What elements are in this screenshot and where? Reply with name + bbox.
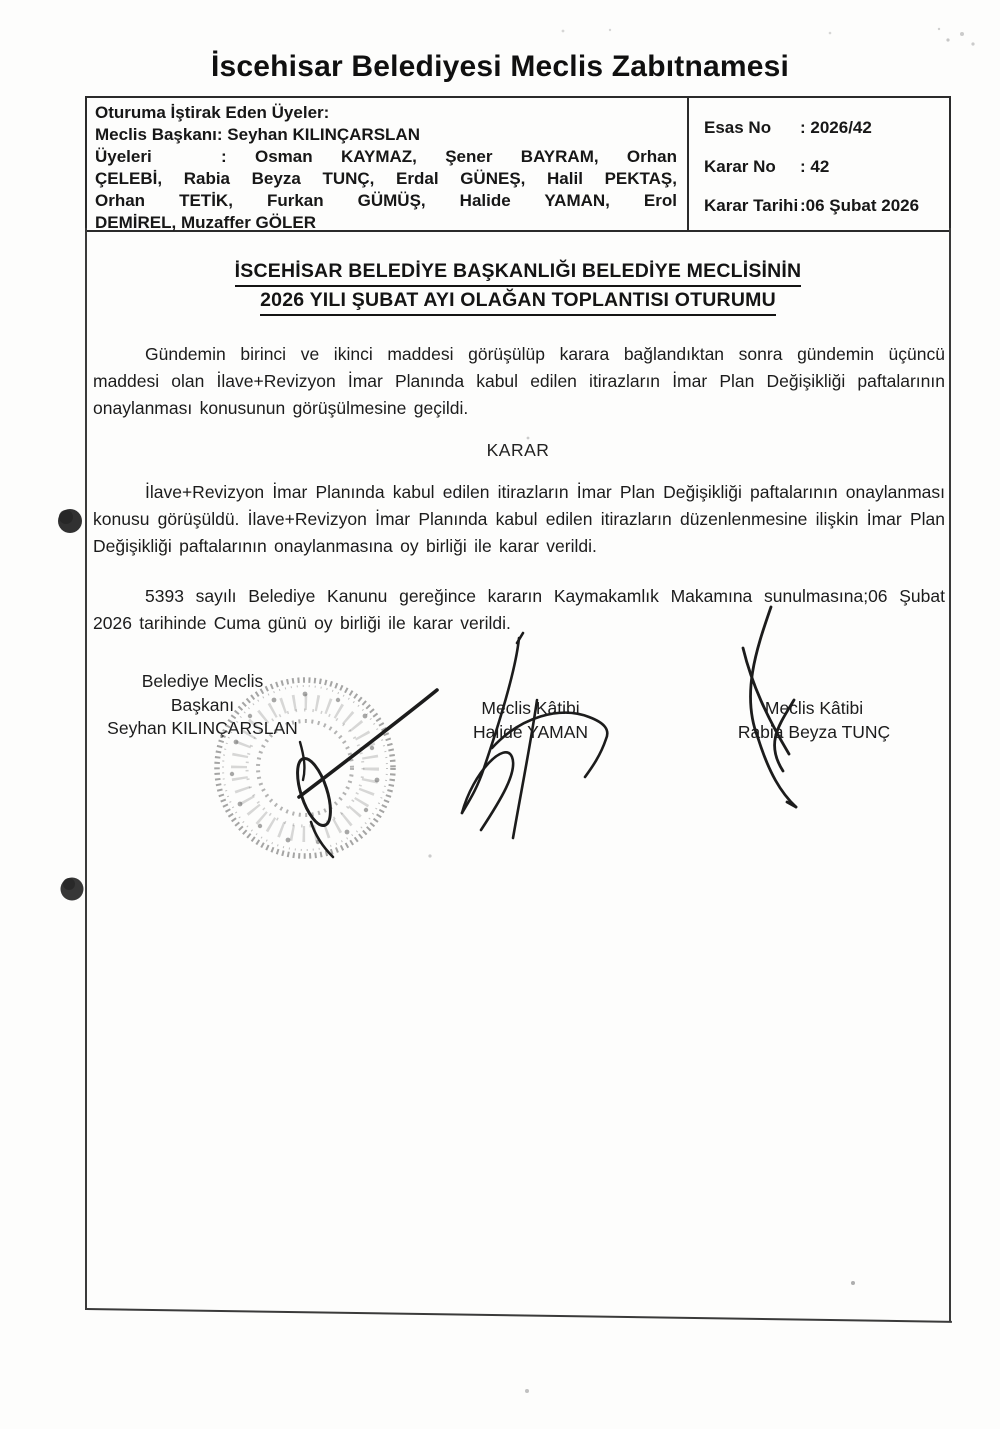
signature-block-clerk-1: [428, 697, 633, 744]
chairman-role-line-2: Başkanı: [170, 694, 235, 715]
clerk-2-role: Meclis Kâtibi: [764, 698, 864, 718]
clerk-2-name: Rabia Beyza TUNÇ: [737, 721, 891, 742]
signature-chairman: [291, 690, 437, 857]
session-heading-line-2: 2026 YILI ŞUBAT AYI OLAĞAN TOPLANTISI OTURUMU: [260, 287, 776, 316]
content-box-bottom-border: [86, 1308, 952, 1323]
karar-tarihi-row: [704, 197, 943, 215]
esas-no-label: Esas No: [704, 118, 772, 137]
members-names-2: ÇELEBİ, Rabia Beyza TUNÇ, Erdal GÜNEŞ, Halil PEKTAŞ,: [95, 169, 677, 188]
members-names-1: : Osman KAYMAZ, Şener BAYRAM, Orhan: [221, 147, 677, 166]
session-heading-line-1: İSCEHİSAR BELEDİYE BAŞKANLIĞI BELEDİYE MECLİSİNİN: [235, 258, 802, 287]
signature-block-clerk-2: [708, 697, 920, 744]
chairman-name: Seyhan KILINÇARSLAN: [107, 718, 298, 738]
esas-no-row: [704, 119, 943, 137]
session-heading: [85, 258, 951, 316]
karar-no-label: Karar No: [704, 157, 776, 176]
esas-no-value: : 2026/42: [800, 118, 872, 137]
council-chairman-line: Meclis Başkanı: Seyhan KILINÇARSLAN: [95, 125, 420, 144]
karar-no-row: [704, 158, 943, 176]
content-box-left-border: [85, 228, 87, 1310]
signature-block-chairman: [95, 670, 310, 741]
decision-paragraph: İlave+Revizyon İmar Planında kabul edilen itirazların İmar Plan Değişikliği paftalarının onaylanması konusu görüşüldü. İlave+Revizyon İmar Planında kabul edilen itirazların düzenlenmesine ilişkin İmar Plan Değişikliği paftalarının onaylanmasına oy birliği ile karar verildi.: [93, 482, 945, 556]
content-box-right-border: [949, 228, 951, 1322]
karar-no-value: : 42: [800, 157, 830, 176]
clerk-1-name: Halide YAMAN: [472, 721, 589, 742]
header-table: [85, 96, 951, 232]
karar-heading: KARAR: [486, 440, 550, 460]
chairman-role-line-1: Belediye Meclis: [141, 671, 264, 691]
members-line-1: [95, 146, 677, 168]
clerk-1-role: Meclis Kâtibi: [481, 698, 580, 718]
agenda-paragraph: Gündemin birinci ve ikinci maddesi görüşülüp karara bağlandıktan sonra gündemin üçüncü maddesi olan İlave+Revizyon İmar Planında kabul edilen itirazların İmar Plan Değişikliği paftalarının onaylanması konusunun görüşülmesine geçildi.: [93, 344, 945, 418]
document-title: İscehisar Belediyesi Meclis Zabıtnamesi: [210, 50, 790, 83]
members-label: Üyeleri: [95, 147, 152, 166]
case-info-cell: [687, 98, 949, 230]
members-names-3: Orhan TETİK, Furkan GÜMÜŞ, Halide YAMAN, Erol: [95, 191, 677, 210]
legal-basis-paragraph: 5393 sayılı Belediye Kanunu gereğince kararın Kaymakamlık Makamına sunulmasına;06 Şubat 2026 tarihinde Cuma günü oy birliği ile karar verildi.: [93, 586, 945, 633]
karar-tarihi-label: Karar Tarihi: [704, 196, 799, 215]
attendees-heading: Oturuma İştirak Eden Üyeler:: [95, 103, 330, 122]
members-names-4: DEMİREL, Muzaffer GÖLER: [95, 213, 317, 232]
punch-hole-mark: [58, 509, 84, 901]
karar-tarihi-value: :06 Şubat 2026: [800, 196, 920, 215]
attendees-cell: [87, 98, 687, 230]
